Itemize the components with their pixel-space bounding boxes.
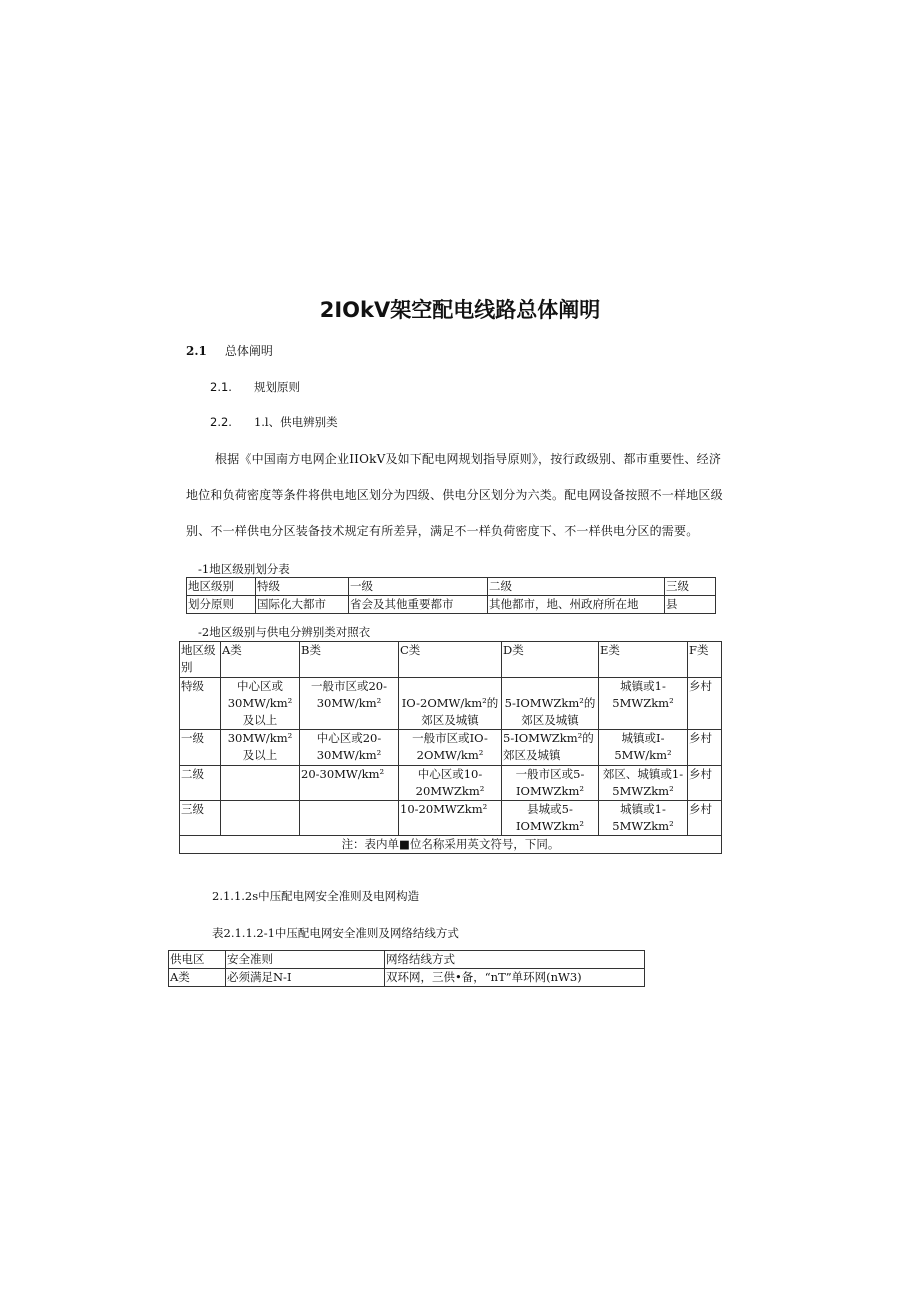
- subsection-label: 规划原则: [253, 380, 300, 394]
- table-header-cell: B类: [300, 642, 399, 678]
- table-cell: 二级: [488, 578, 665, 596]
- table-cell: 必须满足N-I: [226, 969, 385, 987]
- table-cell: 国际化大都市: [256, 596, 349, 614]
- table-cell: 乡村: [688, 730, 722, 766]
- table-header-cell: 安全准则: [226, 951, 385, 969]
- region-level-table: [186, 577, 716, 614]
- table-row: [180, 678, 722, 730]
- table-cell: 中心区或30MW/km²及以上: [221, 678, 300, 730]
- paragraph-line: 根据《中国南方电网企业IIOkV及如下配电网规划指导原则》，按行政级别、都市重要性、经济: [215, 452, 722, 466]
- subsection-heading-1: [210, 379, 300, 395]
- table-cell: 其他都市，地、州政府所在地: [488, 596, 665, 614]
- table-cell: 30MW/km²及以上: [221, 730, 300, 766]
- table-cell: 一般市区或IO-2OMW/km²: [399, 730, 502, 766]
- table-cell: 10-20MWZkm²: [399, 801, 502, 836]
- paragraph-line: 地位和负荷密度等条件将供电地区划分为四级、供电分区划分为六类。配电网设备按照不一样地区级: [186, 488, 723, 502]
- subsection-heading-3: 2.1.1.2s中压配电网安全准则及电网构造: [212, 889, 420, 903]
- table-cell: 乡村: [688, 801, 722, 836]
- table-cell: 中心区或10-20MWZkm²: [399, 766, 502, 801]
- table-cell: 双环网，三供•备，“nT”单环网(nW3): [385, 969, 645, 987]
- table-cell: 二级: [180, 766, 221, 801]
- table-cell: 地区级别: [187, 578, 256, 596]
- table-cell: 划分原则: [187, 596, 256, 614]
- paragraph-line: 别、不一样供电分区装备技术规定有所差异，满足不一样负荷密度下、不一样供电分区的需要。: [186, 524, 699, 538]
- subsection-number: 2.1.: [210, 380, 232, 394]
- table-row: [187, 578, 716, 596]
- table-cell: 县城或5-IOMWZkm²: [502, 801, 599, 836]
- table-row: [180, 766, 722, 801]
- table-cell: [221, 766, 300, 801]
- section-heading: [186, 342, 273, 359]
- table-header-cell: E类: [599, 642, 688, 678]
- table-row: [169, 951, 645, 969]
- table-cell: 一般市区或20-30MW/km²: [300, 678, 399, 730]
- table-header-cell: 供电区: [169, 951, 226, 969]
- table-row: [180, 801, 722, 836]
- table-cell: 中心区或20-30MW/km²: [300, 730, 399, 766]
- safety-criteria-table: [168, 950, 645, 987]
- table-cell: 郊区、城镇或1-5MWZkm²: [599, 766, 688, 801]
- table-cell: 5-IOMWZkm²的郊区及城镇: [502, 678, 599, 730]
- table-cell: 乡村: [688, 766, 722, 801]
- supply-zone-table: [179, 641, 722, 854]
- table-row: [180, 642, 722, 678]
- page-title: 2IOkV架空配电线路总体阐明: [319, 298, 601, 322]
- table2-caption: -2地区级别与供电分辨别类对照衣: [198, 625, 371, 639]
- table-cell: 5-IOMWZkm²的郊区及城镇: [502, 730, 599, 766]
- table-cell: A类: [169, 969, 226, 987]
- table-cell: 城镇或1-5MWZkm²: [599, 801, 688, 836]
- table-note: 注：表内单■位名称采用英文符号，下同。: [180, 836, 722, 854]
- section-label: 总体阐明: [224, 344, 273, 358]
- table-cell: 特级: [256, 578, 349, 596]
- table-cell: 城镇或I-5MW/km²: [599, 730, 688, 766]
- table-cell: 一级: [180, 730, 221, 766]
- table-header-cell: F类: [688, 642, 722, 678]
- table-cell: 县: [665, 596, 716, 614]
- subsection-label: 1.l、供电辨别类: [253, 415, 338, 429]
- table1-caption: -1地区级别划分表: [198, 562, 290, 576]
- table-cell: 乡村: [688, 678, 722, 730]
- table-cell: [221, 801, 300, 836]
- subsection-heading-2: [210, 414, 338, 430]
- table-header-cell: C类: [399, 642, 502, 678]
- table-row: [180, 730, 722, 766]
- table-header-cell: D类: [502, 642, 599, 678]
- table-cell: 三级: [180, 801, 221, 836]
- table-cell: 三级: [665, 578, 716, 596]
- table-cell: 特级: [180, 678, 221, 730]
- table-header-cell: 地区级别: [180, 642, 221, 678]
- table3-caption: 表2.1.1.2-1中压配电网安全准则及网络结线方式: [212, 926, 459, 940]
- table-row: [187, 596, 716, 614]
- table-cell: 省会及其他重要都市: [349, 596, 488, 614]
- table-header-cell: 网络结线方式: [385, 951, 645, 969]
- table-cell: IO-2OMW/km²的郊区及城镇: [399, 678, 502, 730]
- table-cell: 一般市区或5-IOMWZkm²: [502, 766, 599, 801]
- table-row: [180, 836, 722, 854]
- table-header-cell: A类: [221, 642, 300, 678]
- table-cell: 城镇或1-5MWZkm²: [599, 678, 688, 730]
- table-cell: 20-30MW/km²: [300, 766, 399, 801]
- subsection-number: 2.2.: [210, 415, 232, 429]
- table-row: [169, 969, 645, 987]
- table-cell: [300, 801, 399, 836]
- table-cell: 一级: [349, 578, 488, 596]
- section-number: 2.1: [186, 344, 207, 358]
